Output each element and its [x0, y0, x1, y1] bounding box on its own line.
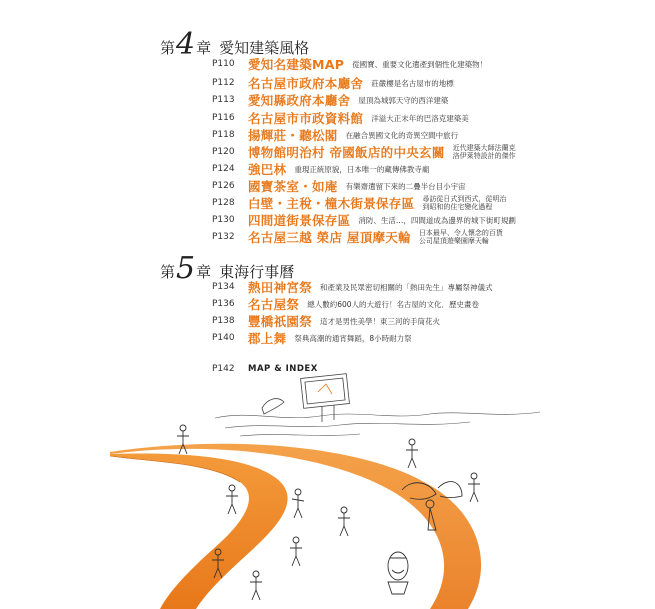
index-title: MAP & INDEX	[248, 364, 318, 374]
ornament-sketch	[388, 552, 408, 594]
page-number: P116	[212, 113, 235, 123]
chapter-title: 東海行事曆	[219, 263, 295, 281]
figure-5	[468, 473, 480, 502]
entry-title: 熱田神宮祭	[248, 280, 313, 295]
chapter-prefix: 第	[160, 263, 176, 281]
page-number: P142	[212, 364, 235, 374]
chapter-suffix: 章	[196, 39, 212, 57]
chapter-number: 5	[176, 251, 196, 286]
chapter-number: 4	[176, 27, 196, 62]
page-number: P134	[212, 282, 235, 292]
festival-road-illustration	[0, 370, 655, 609]
entry-title: 國寶茶室・如庵	[248, 179, 338, 194]
horizon-sketch	[215, 412, 540, 436]
entry-description: 近代建築大師法蘭克 洛伊萊特設計的傑作	[452, 143, 516, 160]
entry-description: 這才是男性美學！東三河的手筒花火	[320, 316, 441, 326]
entry-title: 名古屋三越 榮店 屋頂摩天輪	[248, 230, 411, 245]
entry-description: 重現正統原貌，日本唯一的藏傳佛教寺廟	[294, 164, 430, 174]
page-number: P120	[212, 147, 235, 157]
entry-description: 總人數約600人的大遊行！名古屋的文化．歷史畫卷	[307, 299, 480, 309]
entry-title: 名古屋祭	[248, 297, 300, 312]
entry-title: 白壁・主稅・橦木街景保存區	[248, 196, 415, 211]
toc-entry[interactable]	[212, 280, 493, 294]
entry-description: 莊嚴樓是名古屋市的地標	[371, 78, 454, 88]
dolphin-sketch	[262, 399, 284, 414]
entry-title: 四間道街景保存區	[248, 213, 351, 228]
entry-description: 有樂齋遺留下來的二疊半台目小宇宙	[345, 181, 466, 191]
figure-1	[177, 425, 189, 454]
toc-entry[interactable]	[212, 145, 516, 159]
toc-entry[interactable]	[212, 230, 503, 244]
page-number: P124	[212, 164, 235, 174]
figure-8	[250, 571, 262, 600]
entry-title: 名古屋市市政資料館	[248, 111, 364, 126]
road-left	[110, 454, 288, 609]
toc-entry[interactable]	[212, 314, 440, 328]
figure-4	[406, 439, 418, 468]
page-number: P113	[212, 95, 235, 105]
toc-entry[interactable]	[212, 93, 448, 107]
entry-title: 名古屋市政府本廳舍	[248, 76, 364, 91]
entry-description: 洋溢大正末年的巴洛克建築美	[371, 113, 469, 123]
chapter-suffix: 章	[196, 263, 212, 281]
figure-2	[226, 485, 238, 514]
page-number: P128	[212, 198, 235, 208]
entry-description: 祭典高潮的通宵舞蹈，8小時耐力祭	[294, 333, 412, 343]
page-number: P136	[212, 299, 235, 309]
entry-description: 尋訪從日式到西式，從明治 到昭和的住宅變化過程	[422, 194, 507, 211]
entry-description: 和產業及民眾密切相關的「熱田先生」專屬祭神儀式	[320, 282, 493, 292]
chapter-prefix: 第	[160, 39, 176, 57]
figure-3	[292, 489, 304, 518]
toc-entry[interactable]	[212, 331, 412, 345]
figure-9	[338, 507, 350, 536]
entry-title: 強巴林	[248, 162, 287, 177]
page-number: P140	[212, 333, 235, 343]
entry-title: 豐橋祇園祭	[248, 314, 313, 329]
page-number: P110	[212, 59, 235, 69]
road-right	[110, 444, 481, 609]
toc-entry[interactable]	[212, 76, 454, 90]
entry-description: 從國寶、重要文化遺產到個性化建築物！	[352, 59, 488, 69]
toc-entry[interactable]	[212, 57, 487, 71]
chapter-title: 愛知建築風格	[219, 39, 310, 57]
figure-7	[290, 537, 302, 566]
toc-entry[interactable]	[212, 111, 469, 125]
page-number: P132	[212, 232, 235, 242]
entry-description: 屋頂為城郭天守的西洋建築	[358, 95, 449, 105]
toc-entry[interactable]	[212, 297, 479, 311]
entry-description: 日本最早、令人懷念的百貨 公司屋頂遊樂園摩天輪	[418, 228, 503, 245]
entry-title: 揚輝莊・聽松閣	[248, 128, 338, 143]
toc-entry[interactable]	[212, 179, 466, 193]
page-number: P112	[212, 78, 235, 88]
page-number: P138	[212, 316, 235, 326]
entry-title: 郡上舞	[248, 331, 287, 346]
entry-description: 消防、生活…，四間道成為邊界的城下街町規劃	[358, 215, 516, 225]
toc-entry[interactable]	[212, 162, 429, 176]
toc-entry[interactable]	[212, 213, 516, 227]
page-number: P118	[212, 130, 235, 140]
billboard-sketch	[301, 374, 350, 422]
page-number: P126	[212, 181, 235, 191]
toc-entry[interactable]	[212, 196, 506, 210]
entry-title: 愛知縣政府本廳舍	[248, 93, 351, 108]
entry-description: 在融合異國文化的奇異空間中旅行	[345, 130, 459, 140]
entry-title: 博物館明治村 帝國飯店的中央玄關	[248, 145, 445, 160]
page-number: P130	[212, 215, 235, 225]
entry-title: 愛知名建築MAP	[248, 57, 345, 72]
toc-entry[interactable]	[212, 128, 458, 142]
